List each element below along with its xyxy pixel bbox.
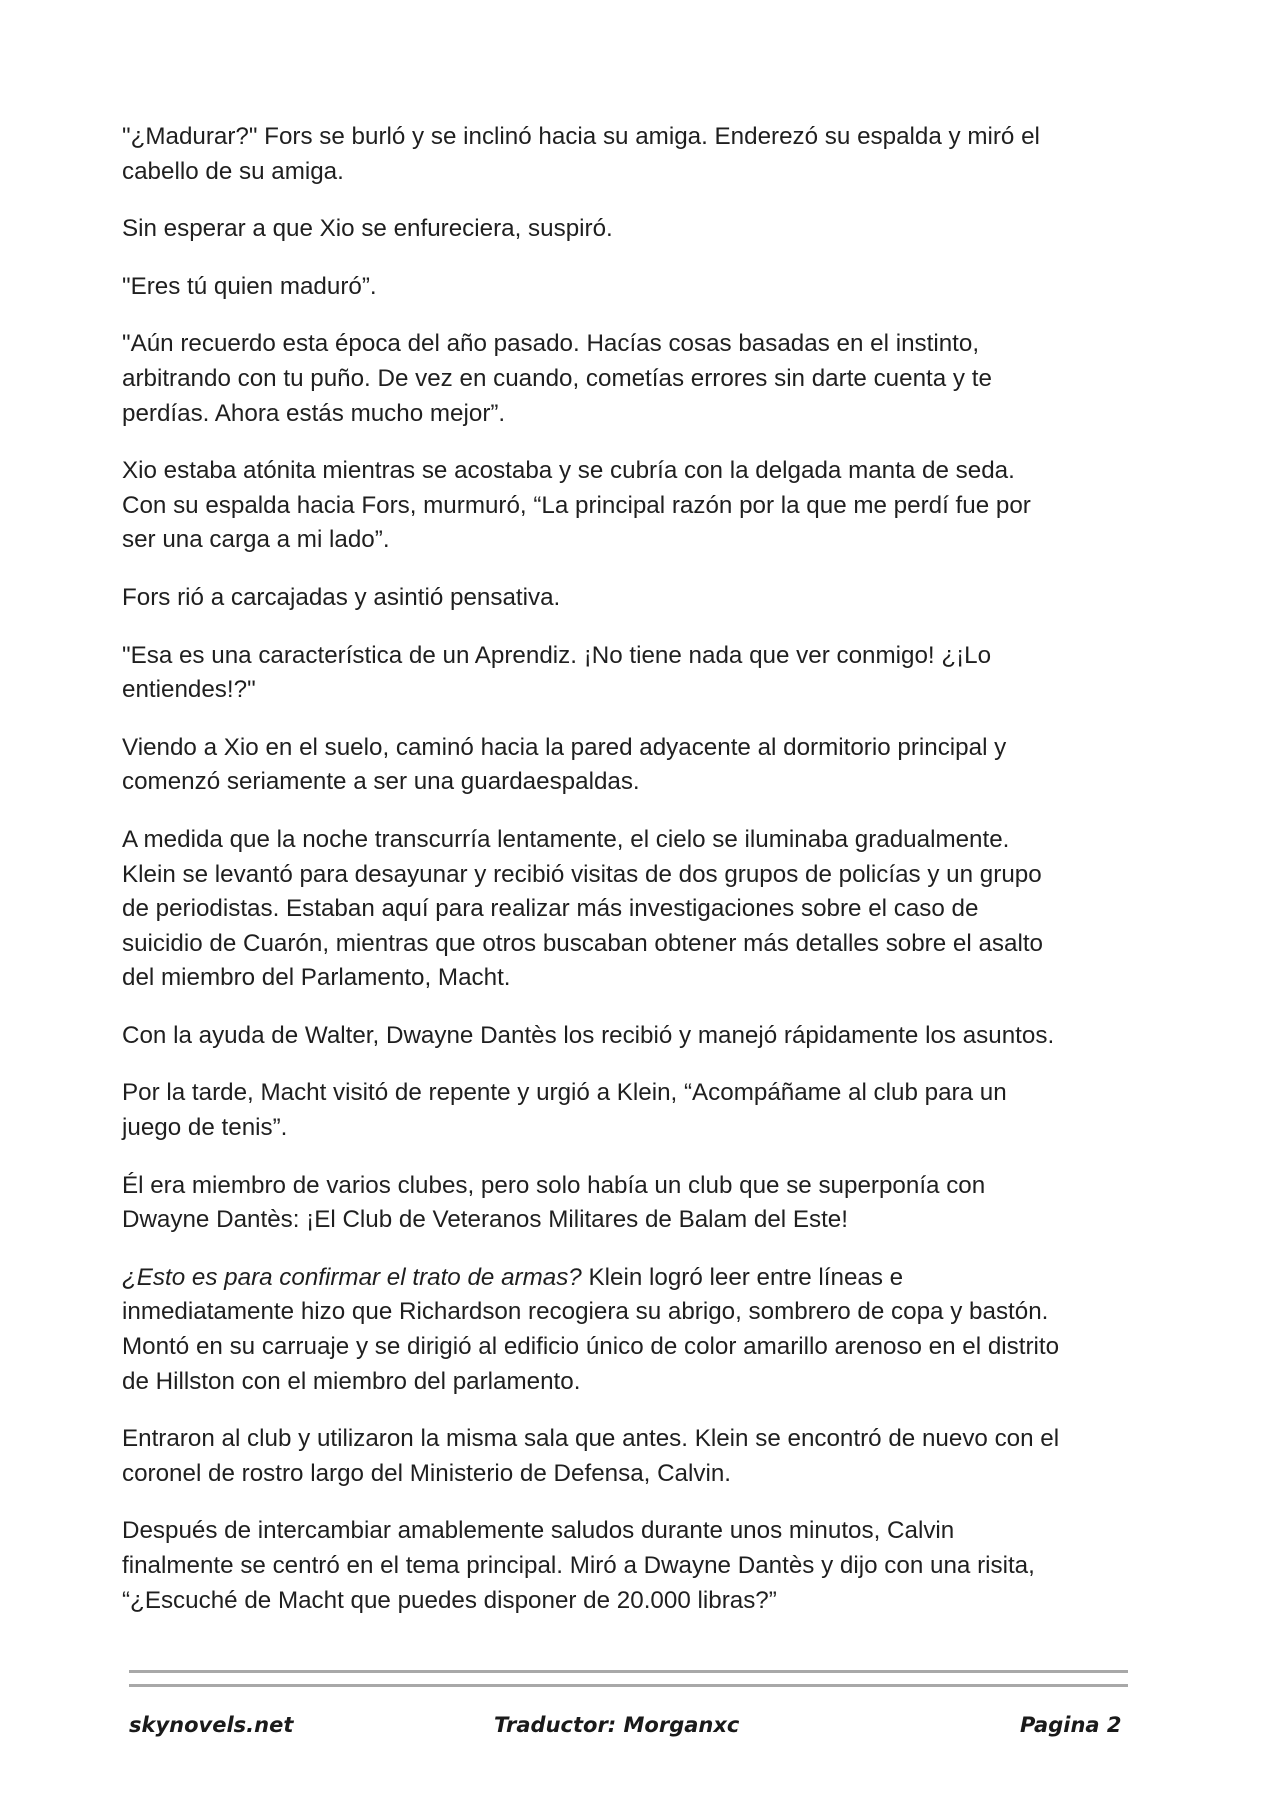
paragraph [122,1019,1132,1054]
text-line: ser una carga a mi lado”. [122,526,390,554]
paragraph [122,823,1132,996]
paragraph [122,212,1132,247]
text-line: "¿Madurar?" Fors se burló y se inclinó hacia su amiga. Enderezó su espalda y miró el [122,123,1040,150]
paragraph [122,639,1132,708]
footer-translator: Traductor: Morganxc [494,1713,740,1737]
paragraph [122,731,1132,800]
text-line: "Eres tú quien maduró”. [122,272,377,300]
text-line: Fors rió a carcajadas y asintió pensativa. [122,583,561,611]
text-line: Después de intercambiar amablemente saludos durante unos minutos, Calvin [122,1517,955,1545]
text-line: "Esa es una característica de un Aprendiz. ¡No tiene nada que ver conmigo! ¿¡Lo [122,641,992,669]
text-line: A medida que la noche transcurría lentamente, el cielo se iluminaba gradualmente. [122,825,1010,853]
text-line: perdías. Ahora estás mucho mejor”. [122,399,506,427]
text-line: inmediatamente hizo que Richardson recogiera su abrigo, sombrero de copa y bastón. [122,1298,1049,1326]
footer-divider-bottom [129,1684,1128,1687]
text-line: juego de tenis”. [122,1114,288,1142]
text-line: Entraron al club y utilizaron la misma sala que antes. Klein se encontró de nuevo con el [122,1425,1060,1453]
text-line: “¿Escuché de Macht que puedes disponer de 20.000 libras?” [122,1586,777,1614]
italic-thought: ¿Esto es para confirmar el trato de armas? [122,1263,582,1291]
text-line: Dwayne Dantès: ¡El Club de Veteranos Militares de Balam del Este! [122,1206,848,1234]
paragraph [122,1076,1132,1145]
text-line: Él era miembro de varios clubes, pero solo había un club que se superponía con [122,1171,986,1199]
footer-site-name: skynovels.net [129,1713,294,1737]
paragraph [122,1261,1132,1399]
text-line: suicidio de Cuarón, mientras que otros buscaban obtener más detalles sobre el asalto [122,929,1044,957]
text-line: entiendes!?" [122,676,256,704]
text-line: Con su espalda hacia Fors, murmuró, “La principal razón por la que me perdí fue por [122,491,1031,519]
footer-divider-top [129,1670,1128,1673]
text-line: "Aún recuerdo esta época del año pasado. Hacías cosas basadas en el instinto, [122,330,980,358]
text-line: arbitrando con tu puño. De vez en cuando, cometías errores sin darte cuenta y te [122,364,992,392]
text-line: Por la tarde, Macht visitó de repente y urgió a Klein, “Acompáñame al club para un [122,1079,1007,1107]
paragraph [122,120,1132,189]
text-line: Sin esperar a que Xio se enfureciera, suspiró. [122,215,613,243]
text-line: Con la ayuda de Walter, Dwayne Dantès los recibió y manejó rápidamente los asuntos. [122,1021,1055,1049]
paragraph [122,270,1132,305]
paragraph [122,1169,1132,1238]
paragraph [122,454,1132,558]
text-line: coronel de rostro largo del Ministerio de Defensa, Calvin. [122,1459,732,1487]
text-line: Xio estaba atónita mientras se acostaba y se cubría con la delgada manta de seda. [122,457,1015,485]
footer-page-number: Pagina 2 [1020,1713,1122,1737]
text-line: Klein se levantó para desayunar y recibió visitas de dos grupos de policías y un grupo [122,860,1042,888]
text-line: cabello de su amiga. [122,157,344,185]
text-line: Viendo a Xio en el suelo, caminó hacia la pared adyacente al dormitorio principal y [122,733,1007,761]
paragraph [122,581,1132,616]
text-line: finalmente se centró en el tema principal. Miró a Dwayne Dantès y dijo con una risita, [122,1552,1035,1579]
paragraph [122,1514,1132,1618]
text-line: de Hillston con el miembro del parlamento. [122,1367,581,1395]
paragraph [122,1422,1132,1491]
document-body [122,120,1132,1641]
text-line: Montó en su carruaje y se dirigió al edificio único de color amarillo arenoso en el distrito [122,1333,1060,1361]
text-line: comenzó seriamente a ser una guardaespaldas. [122,768,640,796]
paragraph [122,327,1132,431]
text-line: de periodistas. Estaban aquí para realizar más investigaciones sobre el caso de [122,895,979,923]
text-line: Klein logró leer entre líneas e [581,1263,904,1291]
text-line: del miembro del Parlamento, Macht. [122,964,511,992]
